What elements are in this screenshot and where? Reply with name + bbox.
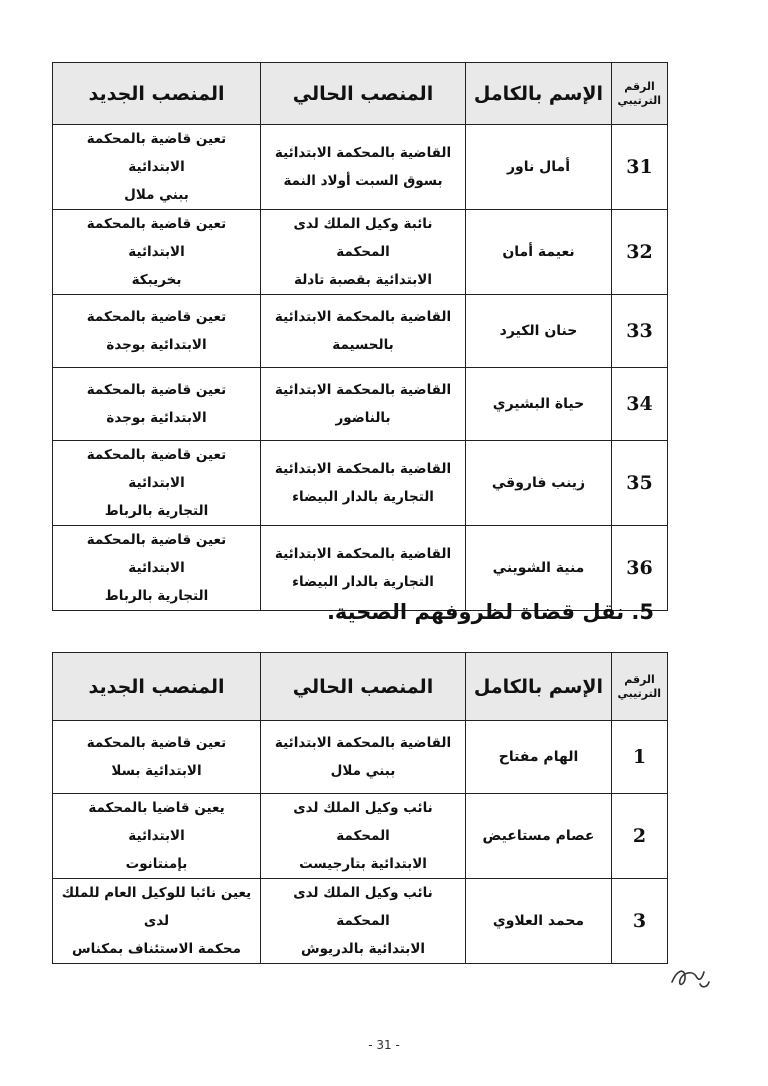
row-number: 2	[612, 794, 668, 879]
row-current-position	[261, 125, 466, 210]
table-row	[53, 794, 668, 879]
table-header-row	[53, 63, 668, 125]
new-line: تعين قاضية بالمحكمة الابتدائية بوجدة	[86, 382, 227, 426]
row-number: 33	[612, 295, 668, 368]
row-current-position	[261, 526, 466, 611]
header-number-line1: الرقم	[624, 79, 655, 93]
header-new-position: المنصب الجديد	[53, 653, 261, 721]
current-line: القاضية بالمحكمة الابتدائية	[274, 145, 452, 161]
current-line: ببني ملال	[330, 763, 396, 779]
row-number: 35	[612, 441, 668, 526]
row-current-position	[261, 210, 466, 295]
new-line: بإمنتانوت	[125, 856, 188, 872]
row-name: زينب فاروقي	[466, 441, 612, 526]
row-current-position	[261, 295, 466, 368]
current-line: نائب وكيل الملك لدى المحكمة	[293, 885, 433, 929]
row-current-position	[261, 368, 466, 441]
section-title: 5. نقل قضاة لظروفهم الصحية.	[326, 600, 654, 624]
row-new-position	[53, 441, 261, 526]
table-header-row	[53, 653, 668, 721]
row-number: 1	[612, 721, 668, 794]
current-line: التجارية بالدار البيضاء	[292, 574, 434, 590]
current-line: الابتدائية بقصبة تادلة	[294, 272, 432, 288]
row-number: 31	[612, 125, 668, 210]
current-line: القاضية بالمحكمة الابتدائية	[274, 461, 452, 477]
new-line: تعين قاضية بالمحكمة الابتدائية	[86, 216, 227, 260]
row-number: 36	[612, 526, 668, 611]
table-row	[53, 295, 668, 368]
table-row	[53, 368, 668, 441]
row-number: 34	[612, 368, 668, 441]
new-line: تعين قاضية بالمحكمة الابتدائية	[86, 447, 227, 491]
new-line: ببني ملال	[124, 187, 189, 203]
row-new-position	[53, 721, 261, 794]
header-number-line1: الرقم	[624, 672, 655, 686]
row-name: الهام مفتاح	[466, 721, 612, 794]
current-line: بسوق السبت أولاد النمة	[283, 173, 443, 189]
row-number: 32	[612, 210, 668, 295]
header-number	[612, 63, 668, 125]
header-full-name: الإسم بالكامل	[466, 653, 612, 721]
current-line: التجارية بالدار البيضاء	[292, 489, 434, 505]
table-row	[53, 526, 668, 611]
table-row	[53, 879, 668, 964]
row-name: حياة البشيري	[466, 368, 612, 441]
row-new-position	[53, 879, 261, 964]
page-number: - 31 -	[368, 1038, 400, 1052]
header-current-position: المنصب الحالي	[261, 63, 466, 125]
header-number-line2: الترتيبي	[617, 686, 661, 700]
row-current-position	[261, 721, 466, 794]
row-current-position	[261, 879, 466, 964]
header-new-position: المنصب الجديد	[53, 63, 261, 125]
current-line: القاضية بالمحكمة الابتدائية	[274, 309, 452, 325]
row-name: أمال ناور	[466, 125, 612, 210]
new-line: تعين قاضية بالمحكمة الابتدائية بسلا	[86, 735, 227, 779]
row-new-position	[53, 295, 261, 368]
row-new-position	[53, 210, 261, 295]
transfers-table-1	[52, 62, 668, 611]
header-current-position: المنصب الحالي	[261, 653, 466, 721]
table-row	[53, 441, 668, 526]
table-row	[53, 210, 668, 295]
current-line: الابتدائية بالدريوش	[300, 941, 426, 957]
table-row	[53, 125, 668, 210]
row-name: محمد العلاوي	[466, 879, 612, 964]
row-new-position	[53, 125, 261, 210]
row-name: عصام مستاعيض	[466, 794, 612, 879]
row-name: نعيمة أمان	[466, 210, 612, 295]
new-line: التجارية بالرباط	[104, 588, 209, 604]
row-new-position	[53, 368, 261, 441]
header-full-name: الإسم بالكامل	[466, 63, 612, 125]
new-line: يعين نائبا للوكيل العام للملك لدى	[61, 885, 252, 929]
current-line: القاضية بالمحكمة الابتدائية	[274, 735, 452, 751]
transfers-table-2	[52, 652, 668, 964]
row-name: حنان الكيرد	[466, 295, 612, 368]
handwritten-initials-icon	[668, 964, 712, 992]
header-number-line2: الترتيبي	[617, 93, 661, 107]
row-new-position	[53, 526, 261, 611]
new-line: محكمة الاستئناف بمكناس	[72, 941, 241, 957]
header-number	[612, 653, 668, 721]
row-new-position	[53, 794, 261, 879]
current-line: القاضية بالمحكمة الابتدائية	[274, 546, 452, 562]
new-line: تعين قاضية بالمحكمة الابتدائية	[86, 131, 227, 175]
row-current-position	[261, 794, 466, 879]
current-line: نائبة وكيل الملك لدى المحكمة	[293, 216, 433, 260]
new-line: يعين قاضيا بالمحكمة الابتدائية	[88, 800, 225, 844]
table-row	[53, 721, 668, 794]
current-line: بالناضور	[335, 410, 391, 426]
new-line: تعين قاضية بالمحكمة الابتدائية بوجدة	[86, 309, 227, 353]
current-line: نائب وكيل الملك لدى المحكمة	[293, 800, 433, 844]
new-line: التجارية بالرباط	[104, 503, 209, 519]
row-number: 3	[612, 879, 668, 964]
row-current-position	[261, 441, 466, 526]
current-line: الابتدائية بتارجيست	[299, 856, 427, 872]
current-line: القاضية بالمحكمة الابتدائية	[274, 382, 452, 398]
new-line: بخريبكة	[131, 272, 182, 288]
new-line: تعين قاضية بالمحكمة الابتدائية	[86, 532, 227, 576]
current-line: بالحسيمة	[332, 337, 394, 353]
row-name: منية الشويني	[466, 526, 612, 611]
